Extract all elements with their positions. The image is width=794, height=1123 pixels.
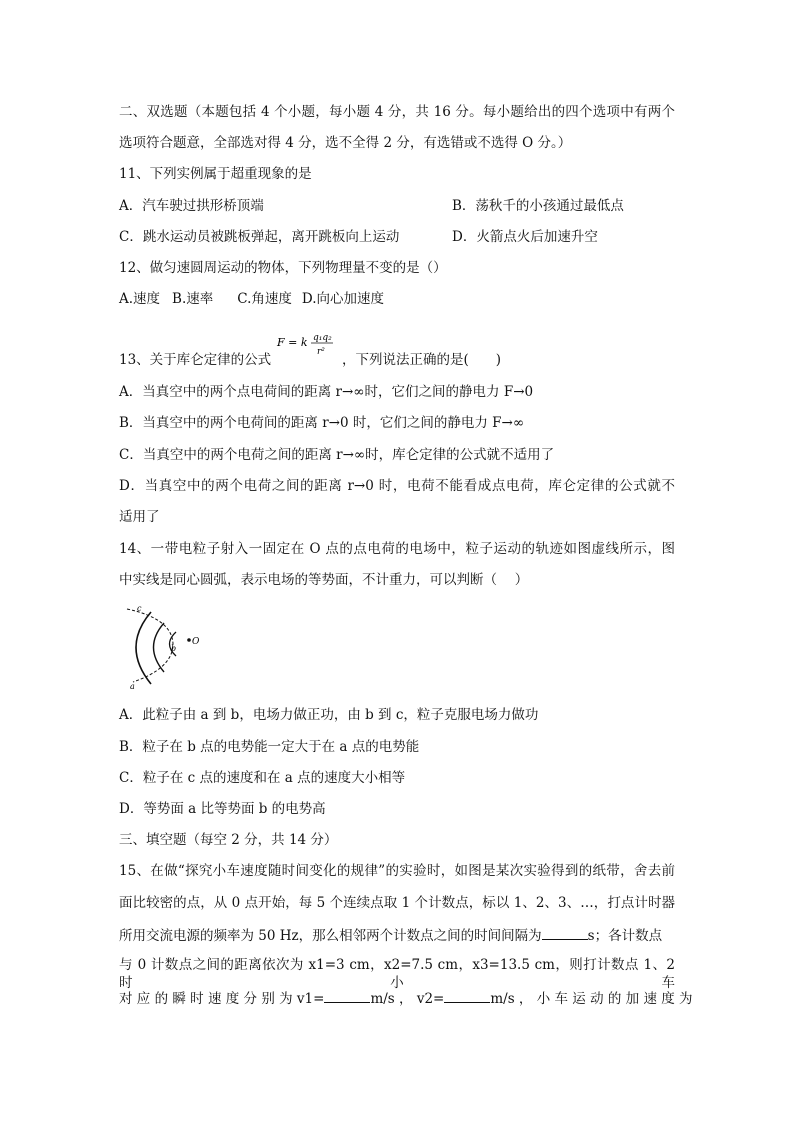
q15-line3-pre: 所用交流电源的频率为 50 Hz，那么相邻两个计数点之间的时间间隔为	[119, 928, 542, 944]
q15-line2: 面比较密的点，从 0 点开始，每 5 个连续点取 1 个计数点，标以 1、2、3、…，打点计时器	[119, 895, 675, 911]
point-o-dot	[187, 638, 191, 642]
q11-option-c: C．跳水运动员被跳板弹起，离开跳板向上运动	[119, 229, 400, 245]
q13-stem-post: ，下列说法正确的是( )	[342, 352, 502, 368]
q15-line3-post: s；各计数点	[587, 928, 663, 944]
q15-line5-mid: m/s ， v2=	[370, 991, 445, 1007]
equipotential-diagram	[119, 604, 211, 690]
q15-line1: 15、在做“探究小车速度随时间变化的规律”的实验时，如图是某次实验得到的纸带，舍去前	[119, 863, 675, 879]
q11-option-d: D．火箭点火后加速升空	[452, 229, 598, 245]
q11-option-a: A．汽车驶过拱形桥顶端	[119, 198, 264, 214]
q13-option-b: B．当真空中的两个电荷间的距离 r→0 时，它们之间的静电力 F→∞	[119, 415, 525, 431]
particle-trajectory	[127, 609, 173, 682]
q11-option-b: B．荡秋千的小孩通过最低点	[452, 198, 624, 214]
v2-answer-blank[interactable]	[444, 988, 490, 1003]
q12-options	[119, 290, 384, 308]
label-o: O	[192, 637, 200, 647]
q12-option-b: B.速率	[172, 291, 214, 307]
section2-title-line1: 二、双选题（本题包括 4 个小题，每小题 4 分，共 16 分。每小题给出的四个选项中有两个	[119, 104, 675, 120]
q14-option-a: A．此粒子由 a 到 b，电场力做正功，由 b 到 c，粒子克服电场力做功	[119, 707, 539, 723]
q14-stem-line1: 14、一带电粒子射入一固定在 O 点的点电荷的电场中，粒子运动的轨迹如图虚线所示，图	[119, 541, 675, 557]
label-a: a	[130, 682, 135, 690]
formula-denominator: r²	[317, 347, 325, 357]
q13-option-c: C．当真空中的两个电荷之间的距离 r→∞时，库仑定律的公式就不适用了	[119, 447, 555, 463]
equipotential-arc-a	[136, 612, 151, 684]
q13-option-a: A．当真空中的两个点电荷间的距离 r→∞时，它们之间的静电力 F→0	[119, 384, 534, 400]
q12-option-c: C.角速度	[237, 291, 292, 307]
q15-line5	[119, 988, 693, 1008]
formula-numerator: q₁q₂	[313, 333, 332, 343]
section3-title: 三、填空题（每空 2 分，共 14 分）	[119, 832, 338, 848]
q13-option-d-line1: D．当真空中的两个电荷之间的距离 r→0 时，电荷不能看成点电荷，库仑定律的公式就不	[119, 478, 675, 494]
q13-option-d-line2: 适用了	[119, 509, 160, 525]
q12-stem: 12、做匀速圆周运动的物体，下列物理量不变的是（）	[119, 260, 447, 276]
q14-option-d: D．等势面 a 比等势面 b 的电势高	[119, 801, 326, 817]
q14-option-c: C．粒子在 c 点的速度和在 a 点的速度大小相等	[119, 770, 406, 786]
q15-line3	[119, 925, 662, 945]
q15-line4: 与 0 计数点之间的距离依次为 x1=3 cm，x2=7.5 cm，x3=13.5 cm，则打计数点 1、2 时小车	[119, 957, 675, 991]
equipotential-arc-b	[154, 623, 165, 672]
label-b: b	[171, 644, 177, 653]
section2-title-line2: 选项符合题意，全部选对得 4 分，选不全得 2 分，有选错或不选得 O 分。）	[119, 135, 572, 151]
v1-answer-blank[interactable]	[324, 988, 370, 1003]
q11-stem: 11、下列实例属于超重现象的是	[119, 166, 312, 182]
coulomb-formula	[276, 330, 338, 360]
equipotential-figure	[119, 604, 211, 690]
label-c: c	[137, 604, 142, 613]
q13-stem-pre: 13、关于库仑定律的公式	[119, 352, 272, 368]
q15-line5-post: m/s ， 小 车 运 动 的 加 速 度 为	[490, 991, 693, 1007]
q12-option-d: D.向心加速度	[301, 291, 385, 307]
q15-line5-pre: 对 应 的 瞬 时 速 度 分 别 为 v1=	[119, 991, 325, 1007]
q14-option-b: B．粒子在 b 点的电势能一定大于在 a 点的电势能	[119, 739, 420, 755]
q12-option-a: A.速度	[119, 291, 161, 307]
formula-lhs: F = k	[277, 336, 308, 349]
interval-answer-blank[interactable]	[542, 925, 588, 940]
q14-stem-line2: 中实线是同心圆弧，表示电场的等势面，不计重力，可以判断（ ）	[119, 572, 529, 588]
coulomb-formula-graphic	[276, 330, 338, 360]
